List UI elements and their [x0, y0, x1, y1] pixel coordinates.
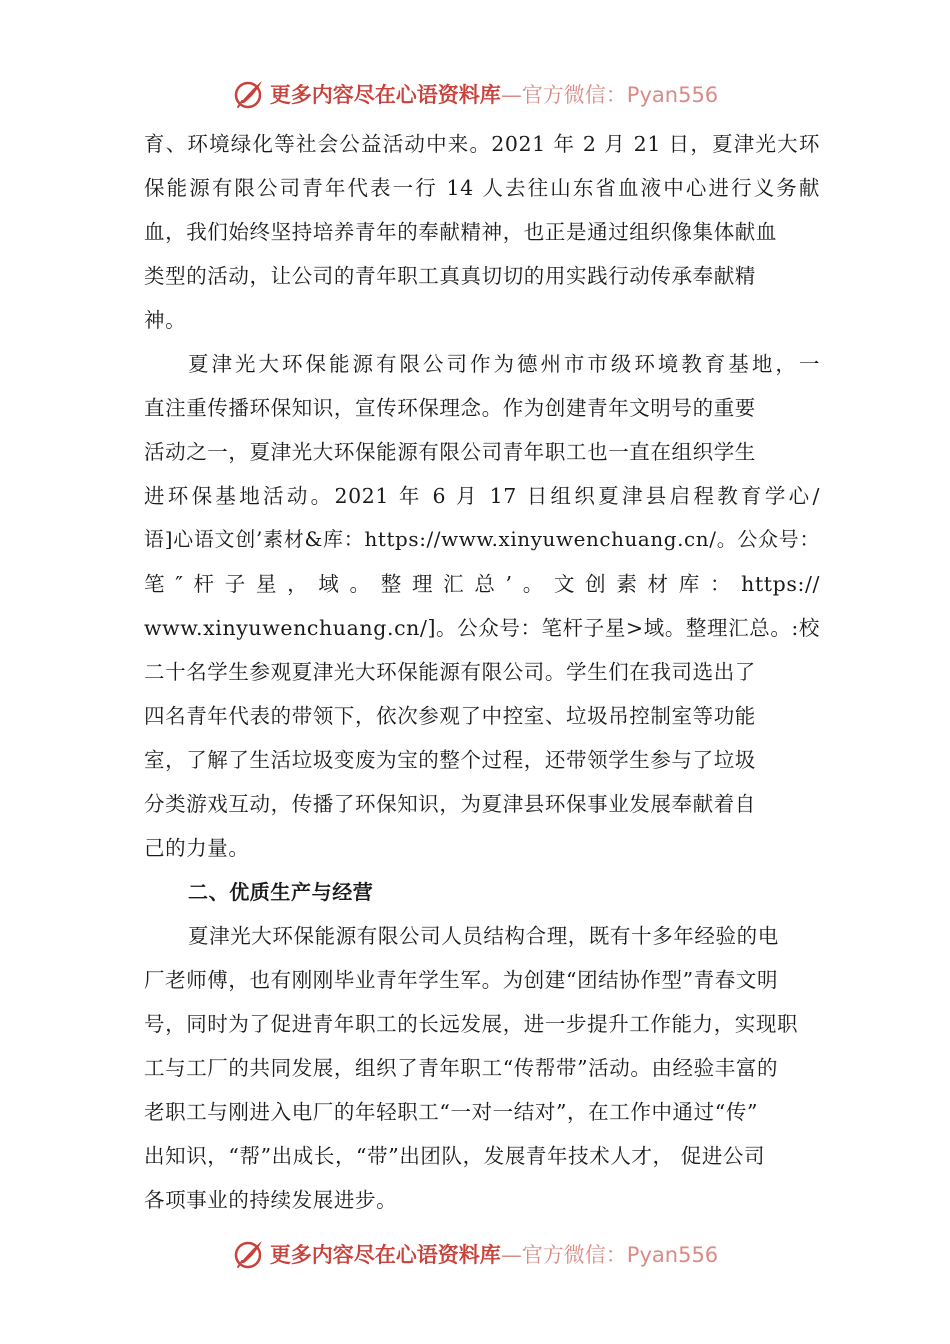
- body-line: 出知识，“帮”出成长，“带”出团队，发展青年技术人才， 促进公司: [144, 1144, 766, 1168]
- body-line: 类型的活动，让公司的青年职工真真切切的用实践行动传承奉献精: [144, 264, 756, 288]
- body-line: 二十名学生参观夏津光大环保能源有限公司。学生们在我司选出了: [144, 660, 756, 684]
- quill-logo-icon: [232, 1237, 266, 1271]
- body-line: 老职工与刚进入电厂的年轻职工“一对一结对”，在工作中通过“传”: [144, 1100, 759, 1124]
- watermark-rest-text: —官方微信：Pyan556: [500, 83, 719, 107]
- body-line: www.xinyuwenchuang.cn/]。公众号：笔杆子星>域。整理汇总。:校: [144, 616, 821, 640]
- body-line: 室，了解了生活垃圾变废为宝的整个过程，还带领学生参与了垃圾: [144, 748, 756, 772]
- body-line: 号，同时为了促进青年职工的长远发展，进一步提升工作能力，实现职: [144, 1012, 799, 1036]
- body-line: 四名青年代表的带领下，依次参观了中控室、垃圾吊控制室等功能: [144, 704, 756, 728]
- watermark-bold-text: 更多内容尽在心语资料库: [269, 83, 501, 107]
- watermark-bold-text: 更多内容尽在心语资料库: [269, 1243, 501, 1267]
- body-line: 厂老师傅，也有刚刚毕业青年学生军。为创建“团结协作型”青春文明: [144, 968, 779, 992]
- body-line: 己的力量。: [144, 836, 250, 860]
- body-line: 工与工厂的共同发展，组织了青年职工“传帮带”活动。由经验丰富的: [144, 1056, 779, 1080]
- body-line: 活动之一，夏津光大环保能源有限公司青年职工也一直在组织学生: [144, 440, 756, 464]
- body-line: 血，我们始终坚持培养青年的奉献精神，也正是通过组织像集体献血: [144, 220, 777, 244]
- watermark-text: [270, 1239, 718, 1269]
- quill-logo-icon: [232, 77, 266, 111]
- body-line: 夏津光大环保能源有限公司作为德州市市级环境教育基地，一: [188, 352, 820, 376]
- section-heading: 二、优质生产与经营: [188, 880, 374, 904]
- body-line: 语]心语文创’素材&库：https://www.xinyuwenchuang.cn/。公众号：: [144, 528, 820, 551]
- body-line: 笔″杆子星，域。整理汇总’。文创素材库：https://: [144, 572, 820, 596]
- body-line: 各项事业的持续发展进步。: [144, 1188, 398, 1212]
- body-line: 进环保基地活动。2021 年 6 月 17 日组织夏津县启程教育学心/: [144, 484, 820, 508]
- watermark-text: [270, 79, 718, 109]
- document-body: [144, 122, 820, 1222]
- body-line: 神。: [144, 308, 187, 332]
- watermark-rest-text: —官方微信：Pyan556: [500, 1243, 719, 1267]
- body-line: 保能源有限公司青年代表一行 14 人去往山东省血液中心进行义务献: [144, 176, 820, 200]
- watermark-footer: [0, 1232, 950, 1276]
- body-line: 直注重传播环保知识，宣传环保理念。作为创建青年文明号的重要: [144, 396, 756, 420]
- watermark-header: [0, 72, 950, 116]
- body-line: 育、环境绿化等社会公益活动中来。2021 年 2 月 21 日，夏津光大环: [144, 132, 820, 156]
- body-line: 夏津光大环保能源有限公司人员结构合理，既有十多年经验的电: [188, 924, 779, 948]
- body-line: 分类游戏互动，传播了环保知识，为夏津县环保事业发展奉献着自: [144, 792, 756, 816]
